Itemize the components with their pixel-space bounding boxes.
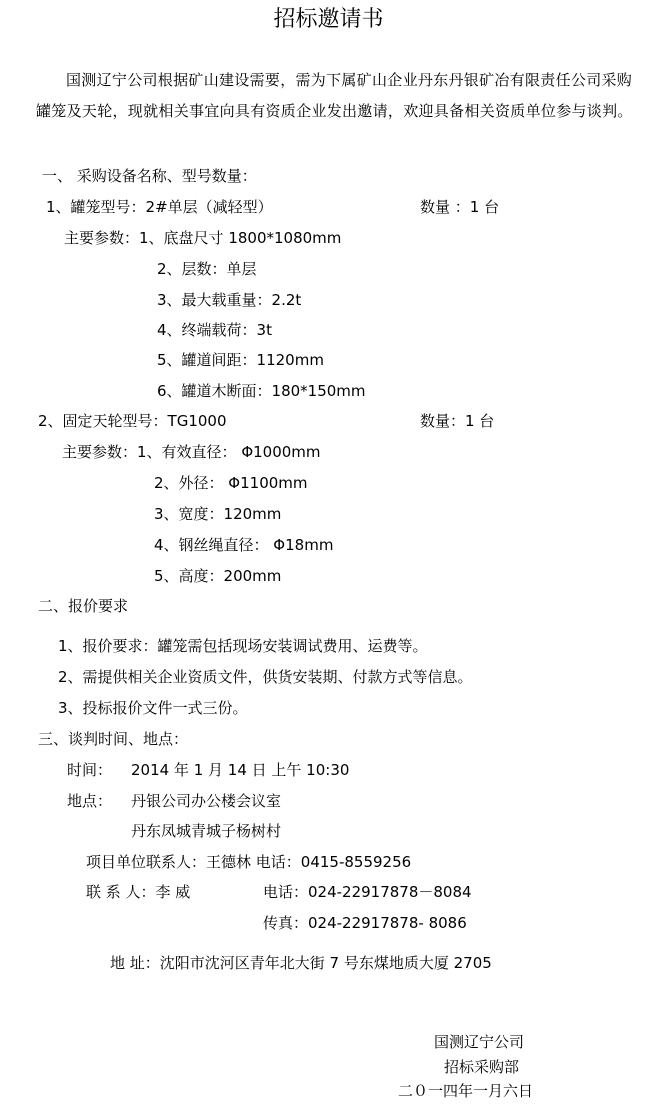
time-label: 时间： xyxy=(67,761,113,779)
item2-param: 3、宽度：120mm xyxy=(154,505,282,523)
item1-param: 5、罐道间距：1120mm xyxy=(157,351,324,369)
item2-quantity: 数量：1 台 xyxy=(420,412,495,430)
contact-fax: 传真：024-22917878- 8086 xyxy=(263,914,467,932)
signature-company: 国测辽宁公司 xyxy=(434,1033,525,1051)
section1-heading: 一、 采购设备名称、型号数量： xyxy=(42,167,257,185)
item2-param: 5、高度：200mm xyxy=(154,567,282,585)
time-value: 2014 年 1 月 14 日 上午 10:30 xyxy=(131,761,350,779)
item1-param: 3、最大载重量：2.2t xyxy=(157,291,302,309)
item2-param: 4、钢丝绳直径： Φ18mm xyxy=(154,536,334,554)
place-value: 丹东凤城青城子杨树村 xyxy=(131,822,282,840)
quote-requirement: 3、投标报价文件一式三份。 xyxy=(58,699,248,717)
item2-name: 2、固定天轮型号：TG1000 xyxy=(38,412,227,430)
item1-param: 4、终端载荷：3t xyxy=(157,321,272,339)
item2-params-label: 主要参数：1、有效直径： Φ1000mm xyxy=(62,443,321,461)
section2-heading: 二、报价要求 xyxy=(38,597,129,615)
contact-person: 联 系 人：李 威 xyxy=(86,883,191,901)
signature-department: 招标采购部 xyxy=(444,1058,520,1076)
signature-date: 二０一四年一月六日 xyxy=(398,1082,534,1100)
quote-requirement: 1、报价要求：罐笼需包括现场安装调试费用、运费等。 xyxy=(58,637,428,655)
place-label: 地点： xyxy=(67,792,113,810)
section3-heading: 三、谈判时间、地点： xyxy=(38,730,189,748)
item1-params-label: 主要参数：1、底盘尺寸 1800*1080mm xyxy=(64,229,342,247)
address: 地 址：沈阳市沈河区青年北大街 7 号东煤地质大厦 2705 xyxy=(110,954,492,972)
intro-paragraph: 国测辽宁公司根据矿山建设需要，需为下属矿山企业丹东丹银矿冶有限责任公司采购罐笼及天轮，现就相关事宜向具有资质企业发出邀请，欢迎具备相关资质单位参与谈判。 xyxy=(36,71,633,120)
item1-param: 2、层数：单层 xyxy=(157,260,257,278)
contact-phone: 电话：024-22917878－8084 xyxy=(263,883,472,901)
project-contact: 项目单位联系人：王德林 电话：0415-8559256 xyxy=(86,853,412,871)
item1-name: 1、罐笼型号：2#单层（减轻型） xyxy=(46,198,273,216)
page-title: 招标邀请书 xyxy=(273,7,384,32)
item1-quantity: 数量 ：1 台 xyxy=(420,198,500,216)
place-value: 丹银公司办公楼会议室 xyxy=(131,792,282,810)
item1-param: 6、罐道木断面：180*150mm xyxy=(157,382,366,400)
quote-requirement: 2、需提供相关企业资质文件，供货安装期、付款方式等信息。 xyxy=(58,668,473,686)
item2-param: 2、外径： Φ1100mm xyxy=(154,474,308,492)
